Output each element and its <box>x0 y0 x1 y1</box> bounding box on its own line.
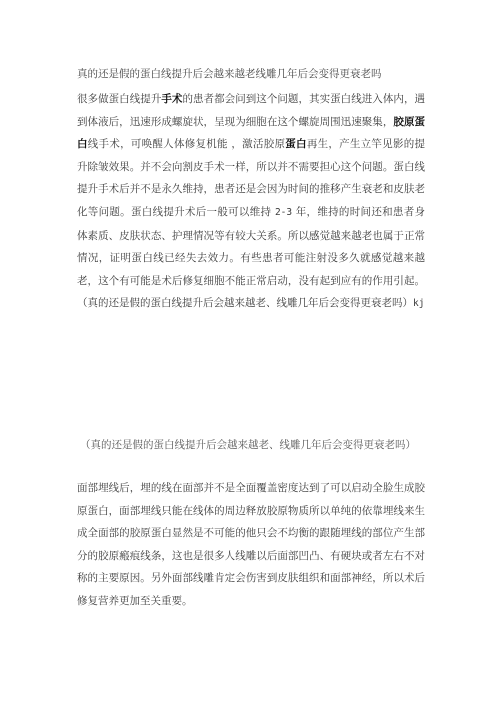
body-paragraph-2: 面部埋线后，埋的线在面部并不是全面覆盖密度达到了可以启动全脸生成胶原蛋白，面部埋线只能在线体的周边释放胶原物质所以单纯的依靠埋线来生成全面部的胶原蛋白显然是不可能的他只会不均衡的跟随埋线的部位产生部分的胶原瘢痕线条，这也是很多人线雕以后面部凹凸、有硬块或者左右不对称的主要原因。另外面部线雕肯定会伤害到皮肤组织和面部神经，所以术后修复营养更加至关重要。 <box>77 482 425 607</box>
paragraph-text: 很多做蛋白线提升 <box>77 93 162 105</box>
image-caption: （真的还是假的蛋白线提升后会越来越老、线雕几年后会变得更衰老吗） <box>80 439 416 451</box>
document-title: 真的还是假的蛋白线提升后会越来越老线雕几年后会变得更衰老吗 <box>77 68 382 80</box>
paragraph-text: 的患者都会问到这个问题，其实蛋白线进入体内，遇到体液后，迅速形成螺旋状，呈现为细胞在这个螺旋周围迅速聚集， <box>77 93 425 128</box>
paragraph-text: 线手术，可唤醒人体修复机能 ，激活胶原 <box>87 138 286 151</box>
highlighted-keyword: 蛋白 <box>285 138 307 151</box>
highlighted-keyword: 胶原蛋白 <box>77 115 425 151</box>
paragraph-text: 再生，产生立竿见影的提升除皱效果。并不会向割皮手术一样，所以并不需要担心这个问题。蛋白线提升手术后并不是永久维持，患者还是会因为时间的推移产生衰老和皮肤老化等问题。蛋白线提升术后一般可以维持 <box>77 138 426 218</box>
paragraph-text: 年，维持的时间还和患者身体素质、皮肤状态、护理情况等有较大关系。所以感觉越来越老也属于正常情况，证明蛋白线已经失去效力。有些患者可能注射没多久就感觉越来越老，这个有可能是术后修复细胞不能正常启动，没有起到应有的作用引起。（真的还是假的蛋白线提升后会越来越老、线雕几年后会变得更衰老吗） <box>77 205 426 310</box>
inline-mono-text: kj <box>413 298 425 310</box>
highlighted-keyword: 手术 <box>161 93 183 105</box>
body-paragraph-1 <box>77 88 425 316</box>
inline-mono-text: 2-3 <box>274 206 293 218</box>
